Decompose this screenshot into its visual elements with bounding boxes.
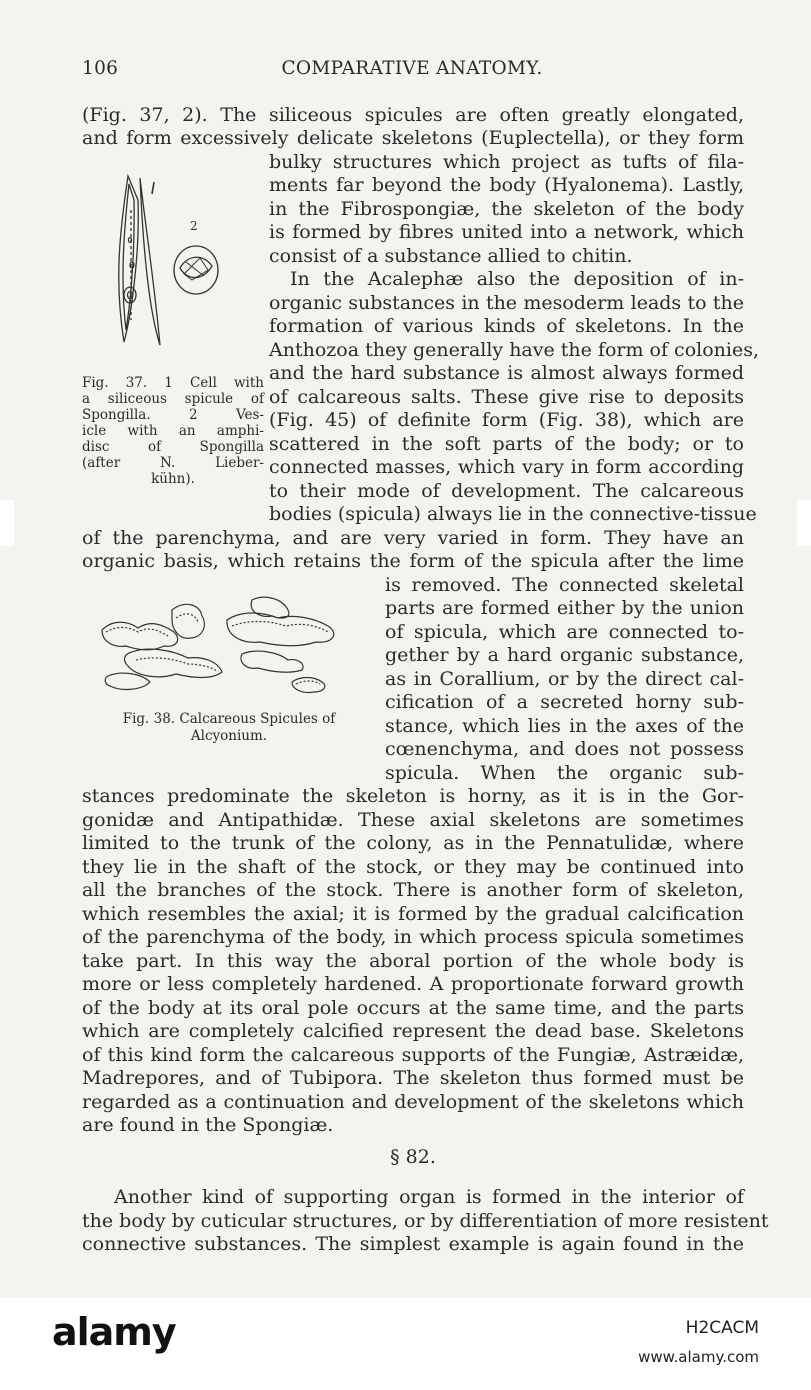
- text-line: formation of various kinds of skeletons. In the: [269, 315, 744, 337]
- text-line: ments far beyond the body (Hyalonema). Lastly,: [269, 174, 744, 196]
- figure-37-caption-line: (after N. Lieber-: [82, 455, 264, 471]
- figure-38-illustration: [92, 590, 360, 702]
- section-heading: § 82.: [390, 1146, 436, 1168]
- text-line: which are completely calcified represent the dead base. Skeletons: [82, 1020, 744, 1042]
- text-line: In the Acalephæ also the deposition of in-: [290, 268, 744, 290]
- figure-38-caption-line: Fig. 38. Calcareous Spicules of: [122, 711, 336, 727]
- text-line: parts are formed either by the union: [385, 597, 744, 619]
- text-line: of calcareous salts. These give rise to deposits: [269, 386, 744, 408]
- text-line: limited to the trunk of the colony, as in the Pennatulidæ, where: [82, 832, 744, 854]
- text-line: stance, which lies in the axes of the: [385, 715, 744, 737]
- text-line: stances predominate the skeleton is horny, as it is in the Gor-: [82, 785, 744, 807]
- figure-37-caption-line: Spongilla. 2 Ves-: [82, 407, 264, 423]
- figure-37-caption-line: kühn).: [151, 471, 195, 487]
- text-line: of the body at its oral pole occurs at the same time, and the parts: [82, 997, 744, 1019]
- text-line: as in Corallium, or by the direct cal-: [385, 668, 744, 690]
- text-line: of spicula, which are connected to-: [385, 621, 744, 643]
- figure-38-caption-line: Alcyonium.: [190, 728, 268, 744]
- text-line: regarded as a continuation and development of the skeletons which: [82, 1091, 744, 1113]
- figure-37-caption-line: disc of Spongilla: [82, 439, 264, 455]
- text-line: (Fig. 45) of definite form (Fig. 38), which are: [269, 409, 744, 431]
- text-line: in the Fibrospongiæ, the skeleton of the body: [269, 198, 744, 220]
- text-line: connected masses, which vary in form according: [269, 456, 744, 478]
- text-line: which resembles the axial; it is formed by the gradual calcification: [82, 903, 744, 925]
- figure-37-illustration: [100, 170, 240, 360]
- watermark-logo: alamy: [52, 1310, 176, 1354]
- running-header: [82, 58, 742, 88]
- text-line: and form excessively delicate skeletons (Euplectella), or they form: [82, 127, 744, 149]
- text-line: to their mode of development. The calcareous: [269, 480, 744, 502]
- text-line: scattered in the soft parts of the body; or to: [269, 433, 744, 455]
- text-line: they lie in the shaft of the stock, or they may be continued into: [82, 856, 744, 878]
- page-title: COMPARATIVE ANATOMY.: [281, 58, 543, 79]
- figure-37-label-2: 2: [190, 219, 198, 233]
- text-line: take part. In this way the aboral portion of the whole body is: [82, 950, 744, 972]
- text-line: cification of a secreted horny sub-: [385, 691, 744, 713]
- text-line: (Fig. 37, 2). The siliceous spicules are often greatly elongated,: [82, 104, 744, 126]
- figure-37-caption-line: icle with an amphi-: [82, 423, 264, 439]
- page-number: 106: [82, 58, 119, 79]
- text-line: consist of a substance allied to chitin.: [269, 245, 633, 267]
- text-line: of the parenchyma, and are very varied in form. They have an: [82, 527, 744, 549]
- figure-37-caption-line: Fig. 37. 1 Cell with: [82, 375, 264, 391]
- image-id: H2CACM: [685, 1318, 759, 1338]
- text-line: of this kind form the calcareous supports of the Fungiæ, Astræidæ,: [82, 1044, 744, 1066]
- text-line: Anthozoa they generally have the form of colonies,: [269, 339, 760, 361]
- text-line: gether by a hard organic substance,: [385, 644, 744, 666]
- text-line: gonidæ and Antipathidæ. These axial skeletons are sometimes: [82, 809, 744, 831]
- right-edge-tab: [797, 500, 811, 546]
- figure-37-caption-line: a siliceous spicule of: [82, 391, 264, 407]
- text-line: is formed by fibres united into a network, which: [269, 221, 744, 243]
- text-line: organic basis, which retains the form of the spicula after the lime: [82, 550, 744, 572]
- text-line: organic substances in the mesoderm leads to the: [269, 292, 744, 314]
- text-line: all the branches of the stock. There is another form of skeleton,: [82, 879, 744, 901]
- text-line: Madrepores, and of Tubipora. The skeleton thus formed must be: [82, 1067, 744, 1089]
- watermark-url: www.alamy.com: [638, 1348, 759, 1366]
- text-line: and the hard substance is almost always formed: [269, 362, 744, 384]
- left-edge-tab: [0, 500, 14, 546]
- text-line: are found in the Spongiæ.: [82, 1114, 334, 1136]
- text-line: is removed. The connected skeletal: [385, 574, 744, 596]
- text-line: spicula. When the organic sub-: [385, 762, 744, 784]
- text-line: connective substances. The simplest example is again found in the: [82, 1233, 744, 1255]
- text-line: bodies (spicula) always lie in the connective-tissue: [269, 503, 757, 525]
- text-line: more or less completely hardened. A proportionate forward growth: [82, 973, 744, 995]
- text-line: bulky structures which project as tufts of fila-: [269, 151, 744, 173]
- text-line: of the parenchyma of the body, in which process spicula sometimes: [82, 926, 744, 948]
- text-line: Another kind of supporting organ is formed in the interior of: [114, 1186, 744, 1208]
- text-line: cœnenchyma, and does not possess: [385, 738, 744, 760]
- text-line: the body by cuticular structures, or by differentiation of more resistent: [82, 1210, 769, 1232]
- stock-watermark-bar: [0, 1298, 811, 1390]
